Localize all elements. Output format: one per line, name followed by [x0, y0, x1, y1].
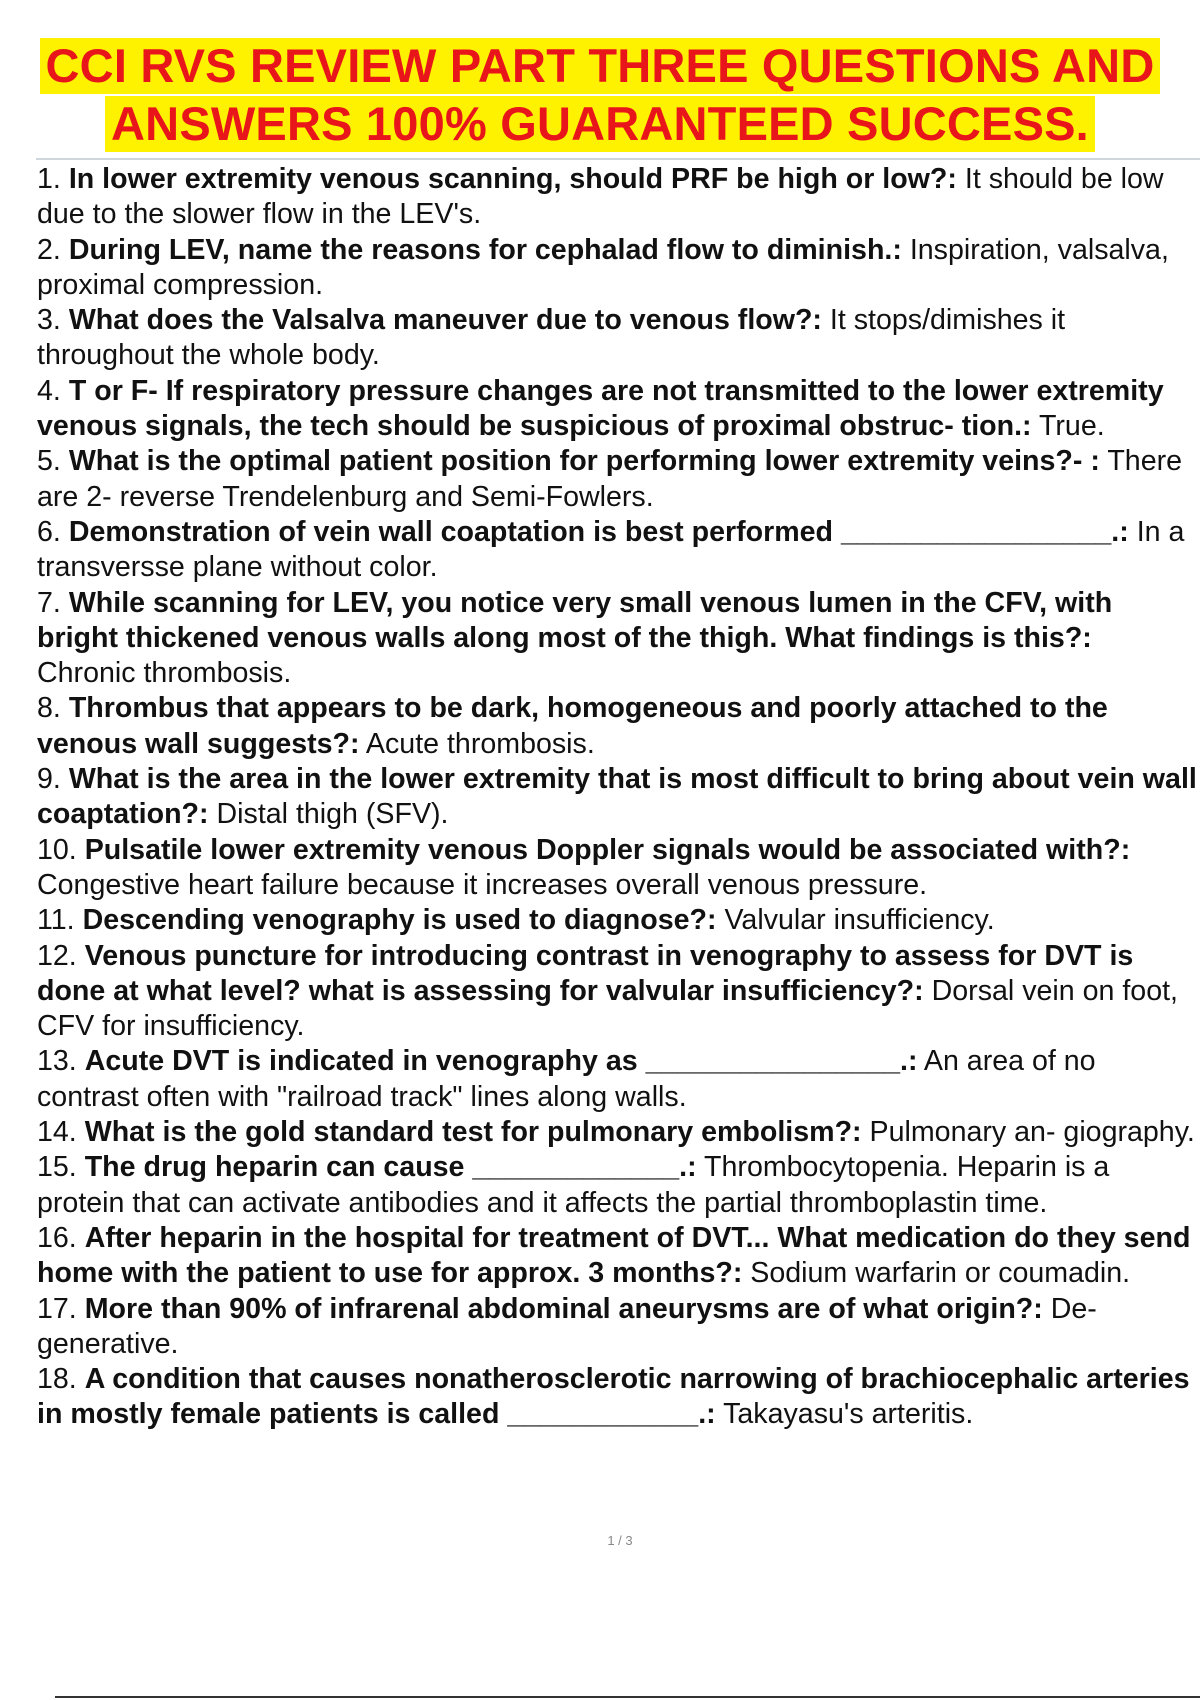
qa-answer: Dorsal vein on foot, CFV for insufficiency.: [37, 974, 1178, 1043]
qa-number: 14.: [37, 1116, 77, 1149]
qa-answer: Congestive heart failure because it increases overall venous pressure.: [37, 868, 928, 901]
question-answer-list: [37, 162, 1197, 1433]
qa-item: [37, 1221, 1197, 1292]
qa-answer: Pulmonary an- giography.: [869, 1116, 1195, 1149]
qa-answer: Distal thigh (SFV).: [216, 798, 449, 831]
qa-question: Demonstration of vein wall coaptation is best performed _________________.:: [68, 515, 1129, 548]
qa-question: Descending venography is used to diagnose?:: [82, 904, 717, 937]
qa-answer: True.: [1039, 410, 1105, 443]
qa-question: A condition that causes nonatherosclerotic narrowing of brachiocephalic arteries in mostly female patients is called ____________.:: [37, 1363, 1190, 1431]
qa-number: 13.: [37, 1045, 77, 1078]
qa-question: T or F- If respiratory pressure changes are not transmitted to the lower extremity venous signals, the tech should be suspicious of proximal obstruc- tion.:: [37, 374, 1164, 443]
qa-answer: Inspiration, valsalva, proximal compression.: [37, 233, 1169, 301]
qa-answer: It stops/dimishes it throughout the whole body.: [37, 304, 1066, 372]
qa-question: After heparin in the hospital for treatment of DVT... What medication do they send home with the patient to use for approx. 3 months?:: [37, 1221, 1191, 1290]
qa-item: [37, 1044, 1197, 1115]
qa-item: [37, 1115, 1197, 1150]
bottom-rule: [55, 1696, 1200, 1698]
qa-answer: Acute thrombosis.: [365, 727, 595, 760]
qa-answer: De- generative.: [37, 1292, 1097, 1360]
qa-number: 10.: [37, 833, 77, 866]
qa-question: While scanning for LEV, you notice very small venous lumen in the CFV, with bright thickened venous walls along most of the thigh. What findings is this?:: [37, 586, 1113, 654]
qa-answer: Thrombocytopenia. Heparin is a protein that can activate antibodies and it affects the partial thromboplastin time.: [37, 1151, 1110, 1219]
qa-question: What does the Valsalva maneuver due to venous flow?:: [68, 304, 822, 337]
qa-item: [37, 903, 1197, 938]
qa-number: 5.: [37, 445, 61, 478]
qa-item: [37, 1362, 1197, 1433]
qa-item: [37, 833, 1197, 904]
qa-question: During LEV, name the reasons for cephalad flow to diminish.:: [68, 233, 902, 266]
qa-number: 7.: [37, 586, 61, 619]
qa-number: 12.: [37, 939, 77, 972]
qa-answer: Takayasu's arteritis.: [723, 1398, 974, 1431]
title-line-2: ANSWERS 100% GUARANTEED SUCCESS.: [105, 96, 1095, 152]
qa-number: 2.: [37, 233, 61, 266]
qa-number: 8.: [37, 692, 61, 725]
qa-question: Acute DVT is indicated in venography as ________________.:: [84, 1045, 918, 1078]
qa-question: In lower extremity venous scanning, should PRF be high or low?:: [68, 163, 957, 195]
qa-question: The drug heparin can cause _____________.:: [84, 1151, 697, 1184]
qa-number: 18.: [37, 1363, 77, 1396]
document-title: [0, 38, 1200, 154]
qa-question: Pulsatile lower extremity venous Doppler signals would be associated with?:: [84, 833, 1131, 866]
qa-number: 15.: [37, 1151, 77, 1184]
qa-item: [37, 1150, 1197, 1221]
page-number: 1 / 3: [607, 1533, 633, 1548]
qa-number: 11.: [37, 904, 75, 937]
qa-item: [37, 762, 1197, 833]
qa-item: [37, 939, 1197, 1045]
qa-item: [37, 303, 1197, 374]
qa-item: [37, 444, 1197, 515]
qa-question: More than 90% of infrarenal abdominal aneurysms are of what origin?:: [84, 1292, 1043, 1325]
qa-item: [37, 374, 1197, 445]
qa-question: Venous puncture for introducing contrast in venography to assess for DVT is done at what level? what is assessing for valvular insufficiency?:: [37, 939, 1134, 1007]
qa-number: 6.: [37, 515, 61, 548]
qa-number: 17.: [37, 1292, 77, 1325]
qa-question: What is the optimal patient position for performing lower extremity veins?- :: [68, 445, 1100, 478]
qa-answer: Sodium warfarin or coumadin.: [750, 1257, 1131, 1290]
qa-item: [37, 586, 1197, 692]
qa-answer: An area of no contrast often with "railroad track" lines along walls.: [37, 1045, 1096, 1113]
qa-question: Thrombus that appears to be dark, homogeneous and poorly attached to the venous wall suggests?:: [37, 692, 1108, 760]
qa-answer: Chronic thrombosis.: [37, 657, 292, 690]
qa-number: 9.: [37, 763, 61, 796]
title-divider: [36, 158, 1200, 160]
qa-answer: Valvular insufficiency.: [724, 904, 995, 937]
qa-item: [37, 1292, 1197, 1363]
qa-answer: There are 2- reverse Trendelenburg and Semi-Fowlers.: [37, 445, 1183, 513]
qa-answer: It should be low due to the slower flow in the LEV's.: [37, 163, 1164, 231]
qa-item: [37, 233, 1197, 304]
qa-question: What is the gold standard test for pulmonary embolism?:: [84, 1116, 862, 1149]
qa-number: 4.: [37, 374, 61, 407]
qa-item: [37, 162, 1197, 233]
qa-number: 16.: [37, 1221, 77, 1254]
title-line-1: CCI RVS REVIEW PART THREE QUESTIONS AND: [40, 38, 1161, 94]
qa-item: [37, 515, 1197, 586]
qa-answer: In a transversse plane without color.: [37, 515, 1185, 584]
qa-item: [37, 691, 1197, 762]
qa-number: 3.: [37, 304, 61, 337]
qa-number: 1.: [37, 163, 61, 195]
qa-question: What is the area in the lower extremity that is most difficult to bring about vein wall coaptation?:: [37, 763, 1197, 831]
